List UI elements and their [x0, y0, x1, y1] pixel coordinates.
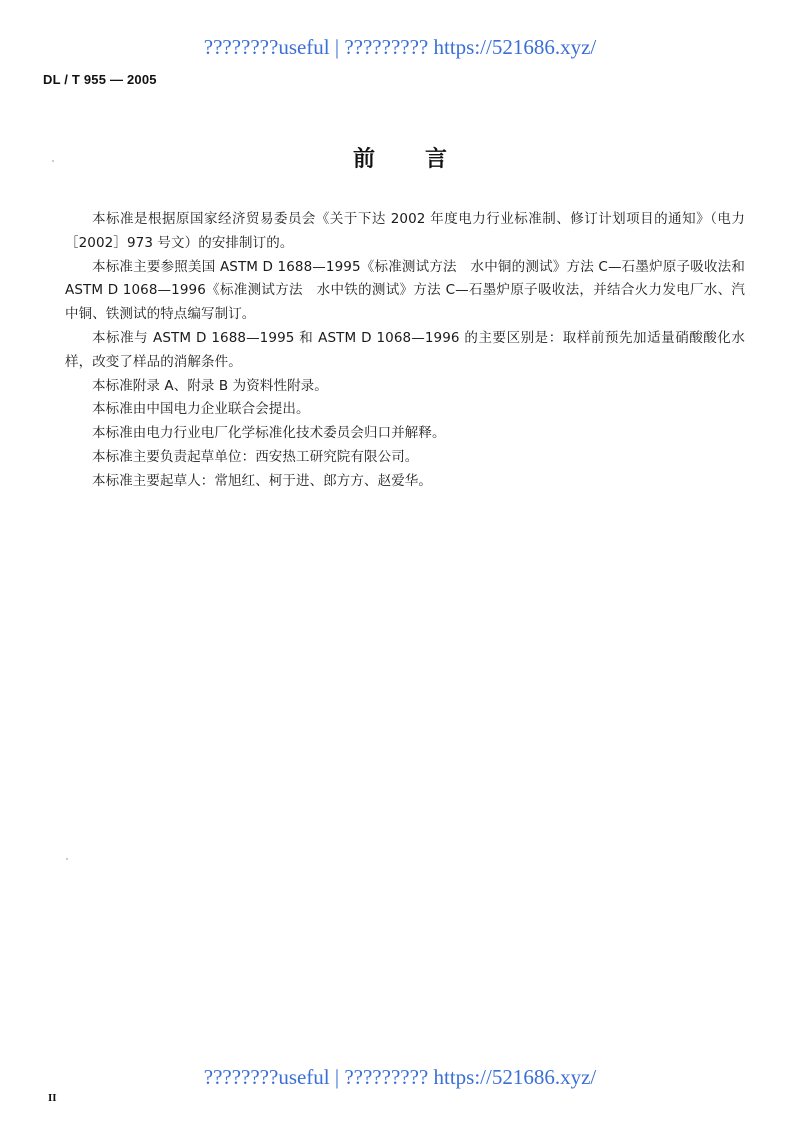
document-code: DL / T 955 — 2005: [43, 72, 157, 87]
title-char-2: 言: [425, 147, 448, 172]
scan-speck: [66, 858, 68, 860]
paragraph-interpretation: 本标准由电力行业电厂化学标准化技术委员会归口并解释。: [92, 425, 446, 442]
paragraph-differences: 本标准与 ASTM D 1688—1995 和 ASTM D 1068—1996 的主要区别是：取样前预先加适量硝酸酸化水样，改变了样品的消解条件。: [65, 329, 745, 370]
paragraph-references: 本标准主要参照美国 ASTM D 1688—1995《标准测试方法 水中铜的测试》方法 C—石墨炉原子吸收法和 ASTM D 1068—1996《标准测试方法 水中铁的测试》方法 C—石墨炉原子吸收法，并结合火力发电厂水、汽中铜、铁测试的特点编写制订。: [65, 258, 745, 323]
paragraph-drafters: 本标准主要起草人：常旭红、柯于进、郎方方、赵爱华。: [92, 472, 432, 489]
page-number: II: [48, 1092, 57, 1104]
page-title: [0, 142, 800, 173]
watermark-link-bottom[interactable]: ????????useful | ????????? https://521686.xyz/: [203, 1065, 597, 1089]
paragraph-annexes: 本标准附录 A、附录 B 为资料性附录。: [92, 377, 328, 394]
paragraph-proposer: 本标准由中国电力企业联合会提出。: [92, 401, 310, 418]
paragraph-origin: 本标准是根据原国家经济贸易委员会《关于下达 2002 年度电力行业标准制、修订计划项目的通知》（电力［2002］973 号文）的安排制订的。: [65, 211, 745, 251]
watermark-link-top[interactable]: ????????useful | ????????? https://521686.xyz/: [203, 35, 597, 59]
paragraph-drafting-unit: 本标准主要负责起草单位：西安热工研究院有限公司。: [92, 448, 419, 465]
foreword-body: [65, 208, 745, 494]
scan-speck: [52, 160, 54, 162]
title-char-1: 前: [352, 147, 375, 172]
